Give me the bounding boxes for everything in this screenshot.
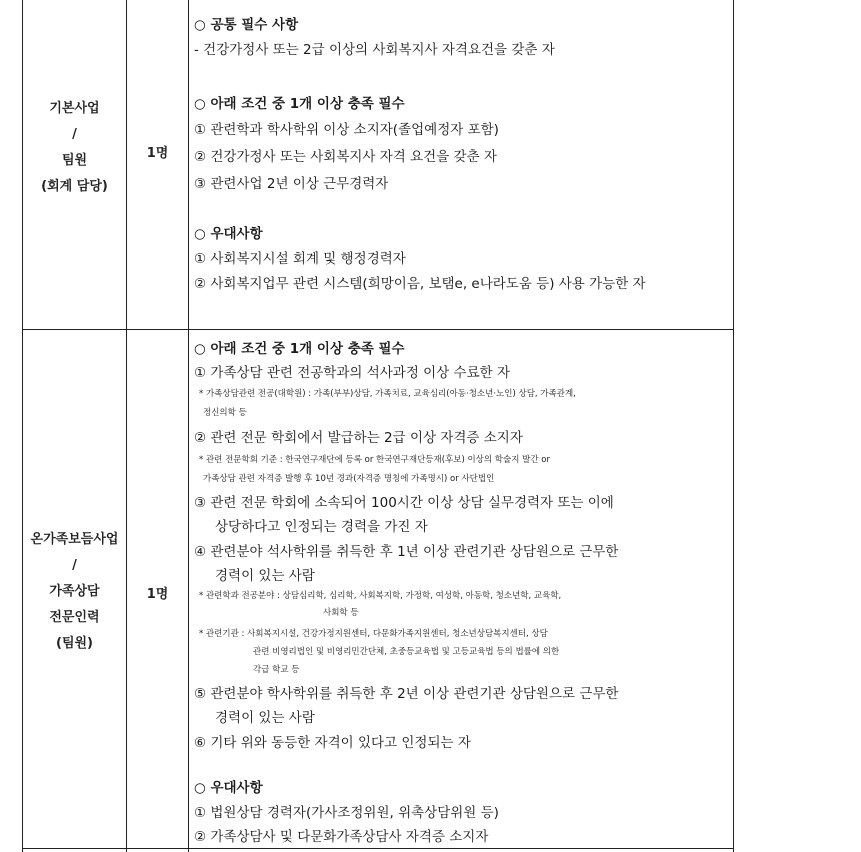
row2-headcount: 1명: [146, 587, 169, 602]
requirement-item: 경력이 있는 사람: [215, 568, 315, 584]
requirement-note: * 관련 전문학회 기준 : 한국연구재단에 등록 or 한국연구재단등재(후보) 이상의 학술지 발간 or: [199, 455, 550, 465]
requirement-item: ① 관련학과 학사학위 이상 소지자(졸업예정자 포함): [194, 122, 499, 138]
requirement-item: ① 가족상담 관련 전공학과의 석사과정 이상 수료한 자: [194, 365, 511, 381]
requirement-heading: ○ 아래 조건 중 1개 이상 충족 필수: [194, 341, 405, 357]
row2-title-line: 전문인력: [49, 610, 100, 625]
requirement-note: 사회학 등: [323, 608, 359, 618]
row1-headcount: 1명: [146, 146, 169, 161]
requirement-item: ② 관련 전문 학회에서 발급하는 2급 이상 자격증 소지자: [194, 430, 523, 446]
preference-item: ① 법원상담 경력자(가사조정위원, 위촉상담위원 등): [194, 805, 499, 821]
row2-title-line: 가족상담: [49, 584, 100, 599]
table-divider-col1: [126, 0, 127, 852]
row-divider-bottom: [22, 848, 734, 849]
preference-item: ① 사회복지시설 회계 및 행정경력자: [194, 251, 406, 267]
requirement-item: ⑥ 기타 위와 동등한 자격이 있다고 인정되는 자: [194, 735, 471, 751]
requirement-note: * 가족상담관련 전공(대학원) : 가족(부부)상담, 가족치료, 교육심리(아동·청소년·노인) 상담, 가족관계,: [199, 389, 576, 399]
requirement-item: ④ 관련분야 석사학위를 취득한 후 1년 이상 관련기관 상담원으로 근무한: [194, 544, 619, 560]
preference-heading: ○ 우대사항: [194, 226, 263, 242]
row1-title-line: 팀원: [61, 153, 88, 168]
row1-position-title: [23, 96, 126, 200]
table-divider-col2: [188, 0, 189, 852]
row1-title-line: 기본사업: [49, 101, 100, 116]
requirement-note: * 관련기관 : 사회복지시설, 건강가정지원센터, 다문화가족지원센터, 청소년상담복지센터, 상담: [199, 629, 548, 639]
requirement-item: ② 건강가정사 또는 사회복지사 자격 요건을 갖춘 자: [194, 149, 497, 165]
preference-item: ② 가족상담사 및 다문화가족상담사 자격증 소지자: [194, 829, 489, 845]
row2-position-title: [23, 527, 126, 657]
requirement-heading: ○ 아래 조건 중 1개 이상 충족 필수: [194, 96, 405, 112]
row2-title-line: (팀원): [56, 636, 93, 651]
row-divider: [22, 329, 734, 330]
row1-title-line: /: [72, 127, 77, 142]
requirement-note: 가족상담 관련 자격증 발행 후 10년 경과(자격증 명칭에 가족명시) or 사단법인: [203, 474, 495, 484]
requirement-item: 상당하다고 인정되는 경력을 가진 자: [215, 519, 428, 535]
requirement-heading: ○ 공통 필수 사항: [194, 17, 299, 33]
table-border-right: [733, 0, 734, 852]
requirement-item: - 건강가정사 또는 2급 이상의 사회복지사 자격요건을 갖춘 자: [194, 42, 555, 58]
requirement-item: ③ 관련사업 2년 이상 근무경력자: [194, 176, 389, 192]
preference-heading: ○ 우대사항: [194, 780, 263, 796]
requirement-note: 정신의학 등: [203, 408, 247, 418]
requirement-note: 관련 비영리법인 및 비영리민간단체, 초중등교육법 및 고등교육법 등의 법률에 의한: [253, 647, 560, 657]
requirement-note: * 관련학과 전공분야 : 상담심리학, 심리학, 사회복지학, 가정학, 여성학, 아동학, 청소년학, 교육학,: [199, 591, 562, 601]
row2-title-line: 온가족보듬사업: [30, 532, 119, 547]
requirement-note: 각급 학교 등: [253, 665, 300, 675]
requirement-item: ⑤ 관련분야 학사학위를 취득한 후 2년 이상 관련기관 상담원으로 근무한: [194, 686, 619, 702]
requirement-item: 경력이 있는 사람: [215, 710, 315, 726]
row1-title-line: (회계 담당): [41, 179, 108, 194]
requirement-item: ③ 관련 전문 학회에 소속되어 100시간 이상 상담 실무경력자 또는 이에: [194, 495, 614, 511]
preference-item: ② 사회복지업무 관련 시스템(희망이음, 보탬e, e나라도움 등) 사용 가능한 자: [194, 276, 646, 292]
row2-title-line: /: [72, 558, 77, 573]
